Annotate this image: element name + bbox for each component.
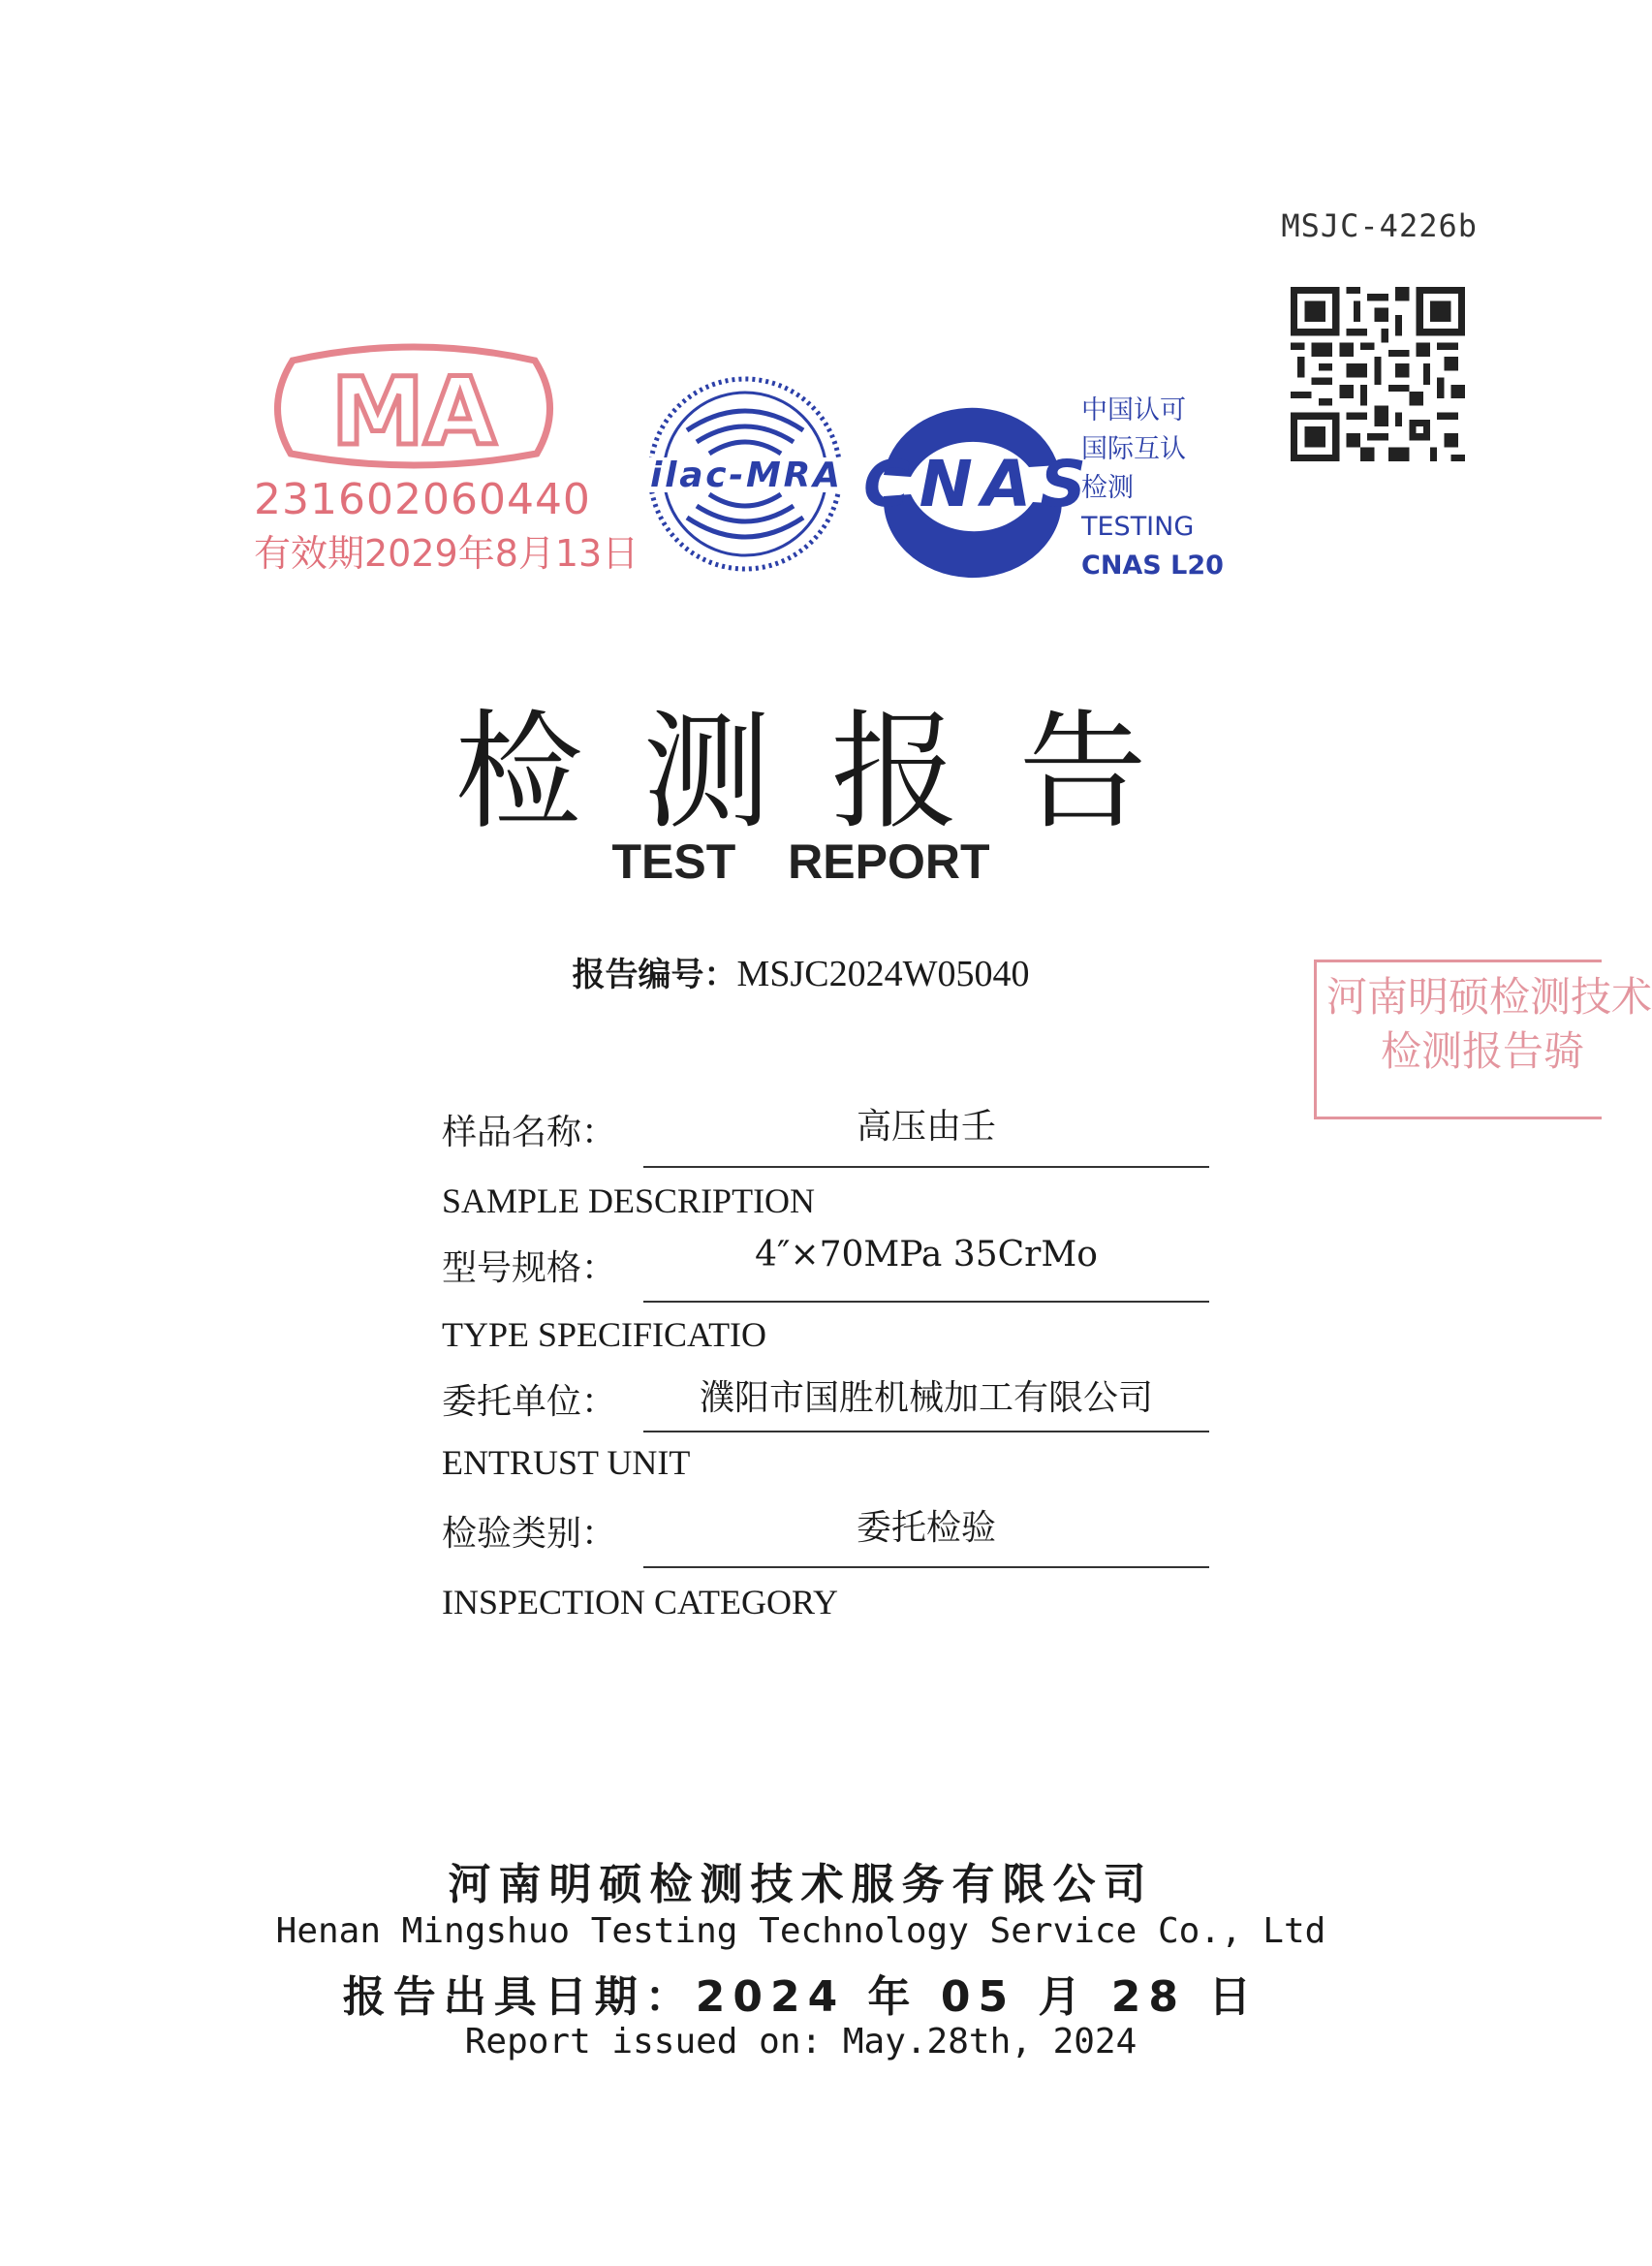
sample-name-value: 高压由壬 <box>856 1107 996 1147</box>
ilac-logo-text: ilac-MRA <box>650 456 840 495</box>
company-name-english: Henan Mingshuo Testing Technology Service Co., Ltd <box>275 1911 1326 1951</box>
sample-description-label: SAMPLE DESCRIPTION <box>442 1181 816 1220</box>
inspection-category-label: 检验类别： <box>442 1514 617 1554</box>
title-chinese: 检测报告 <box>454 698 1207 847</box>
company-name-chinese: 河南明硕检测技术服务有限公司 <box>448 1860 1154 1909</box>
title-english: TEST REPORT <box>611 834 990 889</box>
type-spec-underline <box>643 1301 1209 1303</box>
entrust-unit-label: 委托单位： <box>442 1382 617 1422</box>
cnas-line-5: CNAS L20 <box>1081 551 1224 581</box>
entrust-unit-value: 濮阳市国胜机械加工有限公司 <box>699 1378 1153 1418</box>
entrust-unit-en-label: ENTRUST UNIT <box>442 1443 691 1482</box>
cnas-line-3: 检测 <box>1081 473 1134 503</box>
cnas-line-2: 国际互认 <box>1081 434 1186 464</box>
type-spec-value: 4″×70MPa 35CrMo <box>755 1235 1098 1275</box>
issue-date-english: Report issued on: May.28th, 2024 <box>464 2022 1138 2061</box>
cnas-accreditation-text <box>1081 392 1224 585</box>
entrust-unit-underline <box>643 1431 1209 1432</box>
type-spec-label: 型号规格： <box>442 1248 617 1288</box>
cnas-line-1: 中国认可 <box>1081 395 1186 425</box>
cma-validity: 有效期2029年8月13日 <box>254 532 639 575</box>
inspection-category-value: 委托检验 <box>856 1508 996 1548</box>
inspection-category-en-label: INSPECTION CATEGORY <box>442 1583 839 1621</box>
sample-name-underline <box>643 1166 1209 1168</box>
qr-code-icon <box>1291 287 1465 461</box>
seal-line-2: 检测报告骑 <box>1381 1027 1585 1075</box>
sample-name-label: 样品名称： <box>442 1113 617 1152</box>
cnas-line-4: TESTING <box>1081 512 1195 542</box>
issue-date-chinese: 报告出具日期：2024 年 05 月 28 日 <box>342 1972 1260 2022</box>
document-code: MSJC-4226b <box>1281 207 1478 244</box>
report-number-label: 报告编号： <box>572 956 737 994</box>
cma-number: 231602060440 <box>254 475 591 524</box>
cnas-logo-text: CNAS <box>863 447 1086 521</box>
cnas-logo-icon <box>855 388 1087 582</box>
cma-logo-text: MA <box>331 358 496 466</box>
company-seal-stamp <box>1314 960 1652 1119</box>
report-number-value: MSJC2024W05040 <box>736 954 1030 994</box>
seal-line-1: 河南明硕检测技术 <box>1326 973 1652 1021</box>
ilac-mra-logo-icon <box>643 372 847 576</box>
type-specification-label: TYPE SPECIFICATIO <box>442 1315 767 1354</box>
inspection-category-underline <box>643 1566 1209 1568</box>
